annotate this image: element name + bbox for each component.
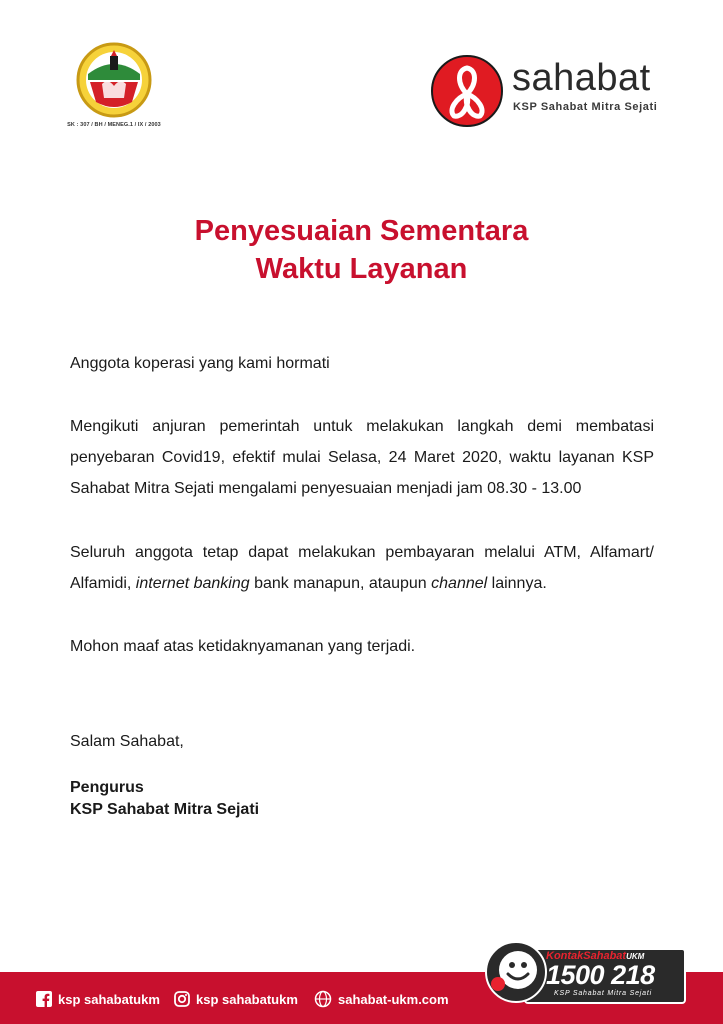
para2-part-c: bank manapun, ataupun [249,575,432,592]
paragraph-service-hours: Mengikuti anjuran pemerintah untuk melakukan langkah demi membatasi penyebaran Covid19, efektif mulai Selasa, 24 Maret 2020, waktu layanan KSP Sahabat Mitra Sejati mengalami penyesuaian menjadi jam 08.30 - 13.00 [70,418,654,497]
contact-badge [484,938,684,1008]
paragraph-payment-channels [70,537,654,599]
koperasi-logo [64,40,164,132]
brand-name: sahabat [512,57,651,99]
title-line-1: Penyesuaian Sementara [194,215,529,247]
instagram-icon [174,991,190,1007]
koperasi-emblem-icon [74,40,154,120]
contact-label-text: KontakSahabat [546,950,627,962]
sahabat-logo-icon [430,54,504,128]
signature-block [70,777,654,821]
website-url: sahabat-ukm.com [338,991,449,1007]
instagram-link[interactable] [174,988,298,1010]
para2-channel: channel [431,575,488,592]
instagram-handle: ksp sahabatukm [196,991,298,1007]
facebook-handle: ksp sahabatukm [58,991,160,1007]
contact-number[interactable]: 1500 218 [546,960,655,990]
para2-internet-banking: internet banking [135,575,250,592]
contact-label-suffix: UKM [626,952,645,961]
para2-part-a: Seluruh anggota tetap dapat melakukan pembayaran melalui ATM, Alfamart/ Alfamidi, [70,544,654,592]
globe-icon [314,990,332,1008]
signer-organization: KSP Sahabat Mitra Sejati [70,801,260,818]
facebook-link[interactable] [36,988,160,1010]
brand-logo [430,54,670,128]
smiley-mascot-icon [484,940,548,1004]
greeting: Anggota koperasi yang kami hormati [70,355,330,372]
para2-part-e: lainnya. [487,575,547,592]
signer-role: Pengurus [70,779,144,796]
contact-subtitle: KSP Sahabat Mitra Sejati [554,990,652,997]
paragraph-apology: Mohon maaf atas ketidaknyamanan yang terjadi. [70,638,416,655]
closing-salutation: Salam Sahabat, [70,733,184,750]
brand-subtitle: KSP Sahabat Mitra Sejati [513,101,658,113]
website-link[interactable] [314,988,449,1010]
sk-number: SK : 307 / BH / MENEG.1 / IX / 2003 [67,122,161,128]
page-title [0,212,723,288]
facebook-icon [36,991,52,1007]
title-line-2: Waktu Layanan [255,253,468,285]
